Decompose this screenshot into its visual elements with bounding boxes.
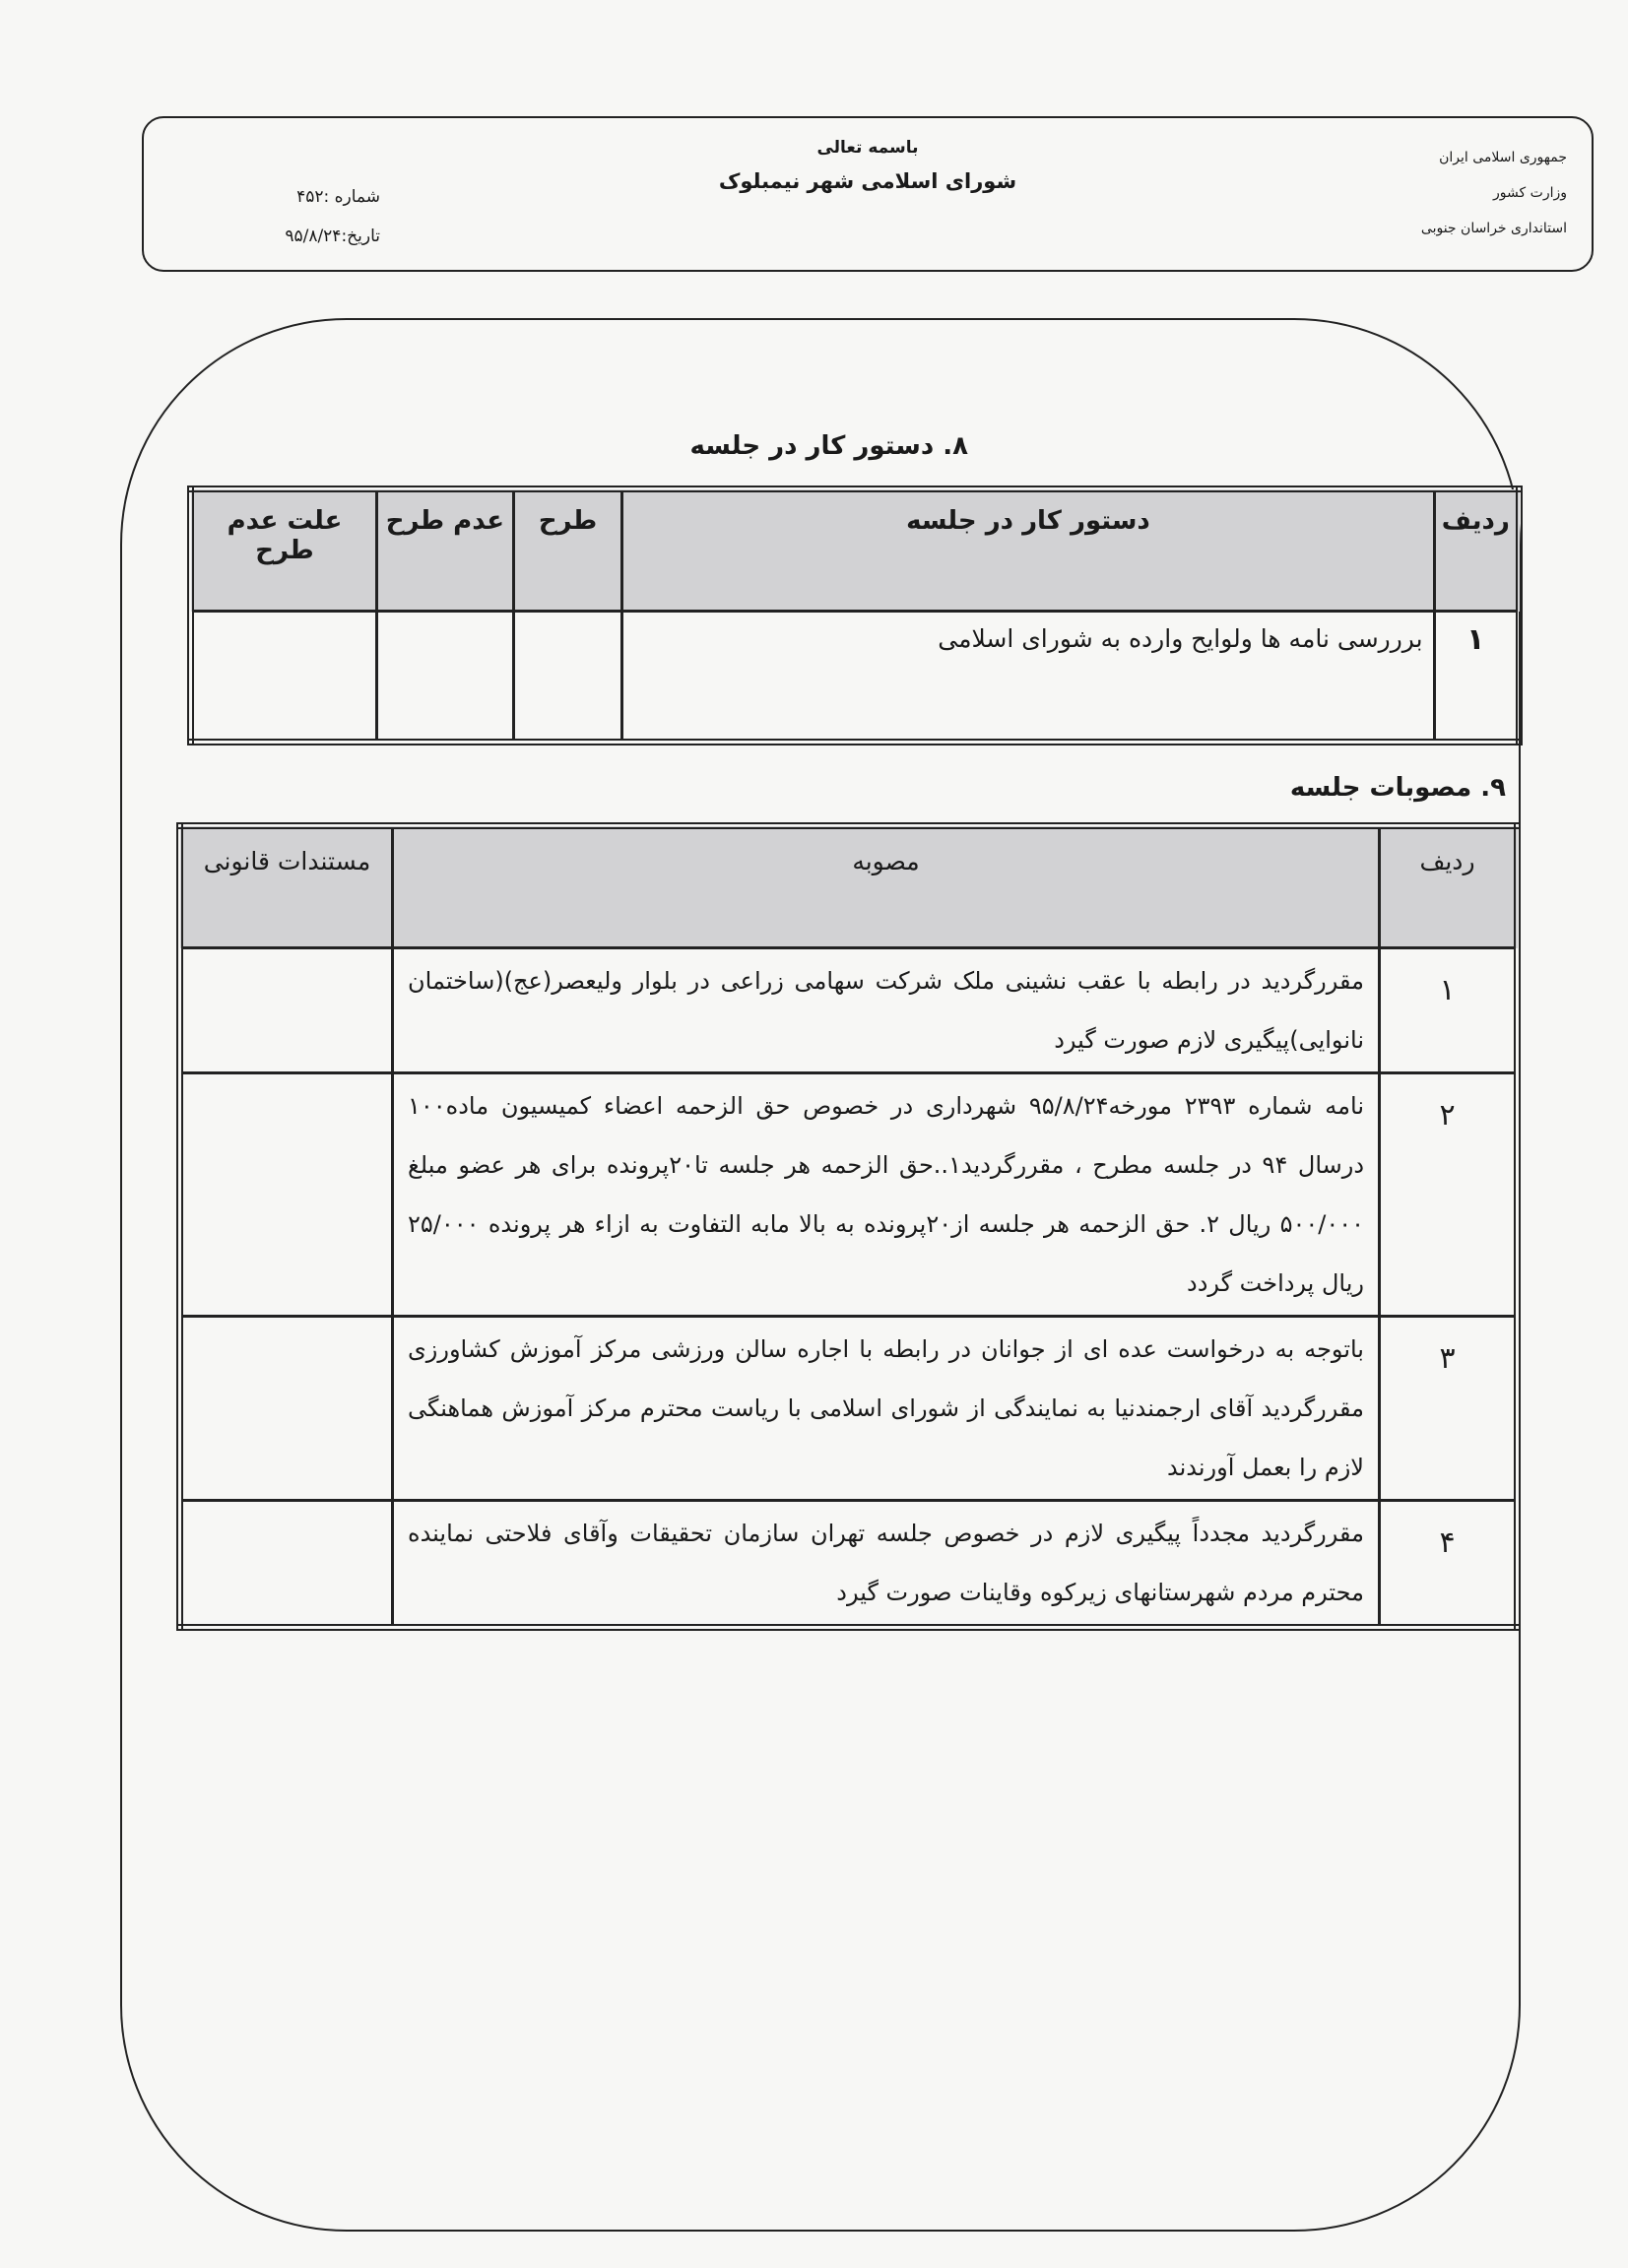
reason-cell: [191, 612, 377, 743]
not-raised-cell: [377, 612, 514, 743]
col-header-row-number: ردیف: [1434, 489, 1519, 612]
table-row: [180, 1317, 1518, 1501]
resolution-text: مقررگردید مجدداً پیگیری لازم در خصوص جلسه تهران سازمان تحقیقات وآقای فلاحتی نماینده محترم مردم شهرستانهای زیرکوه وقاینات صورت گیرد: [393, 1501, 1380, 1628]
agenda-item: برررسی نامه ها ولوایح وارده به شورای اسلامی: [622, 612, 1434, 743]
col-header-not-raised: عدم طرح: [377, 489, 514, 612]
row-number: ۲: [1380, 1073, 1518, 1317]
council-name: شورای اسلامی شهر نیمبلوک: [718, 169, 1017, 193]
col-header-agenda: دستور کار در جلسه: [622, 489, 1434, 612]
legal-docs-cell: [180, 1501, 393, 1628]
col-header-row-number: ردیف: [1380, 826, 1518, 948]
row-number: ۴: [1380, 1501, 1518, 1628]
issuer-province: استانداری خراسان جنوبی: [1420, 221, 1567, 236]
table-row: [191, 612, 1520, 743]
resolution-text: نامه شماره ۲۳۹۳ مورخه۹۵/۸/۲۴ شهرداری در خصوص حق الزحمه اعضاء کمیسیون ماده۱۰۰ درسال ۹۴ در جلسه مطرح ، مقررگردید۱..حق الزحمه هر جلسه تا۲۰پرونده برای هر عضو مبلغ ۵۰۰/۰۰۰ ریال ۲. حق الزحمه هر جلسه از۲۰پرونده به بالا مابه التفاوت به ازاء هر پرونده ۲۵/۰۰۰ ریال پرداخت گردد: [393, 1073, 1380, 1317]
raised-cell: [513, 612, 622, 743]
col-header-resolution: مصوبه: [393, 826, 1380, 948]
col-header-legal-docs: مستندات قانونی: [180, 826, 393, 948]
legal-docs-cell: [180, 1317, 393, 1501]
resolution-text: باتوجه به درخواست عده ای از جوانان در رابطه با اجاره سالن ورزشی مرکز آموزش کشاورزی مقررگردید آقای ارجمندنیا به نمایندگی از شورای اسلامی با ریاست محترم مرکز آموزش هماهنگی لازم را بعمل آورندند: [393, 1317, 1380, 1501]
legal-docs-cell: [180, 1073, 393, 1317]
reference-block: [183, 177, 380, 256]
agenda-table: [187, 486, 1523, 745]
col-header-reason: علت عدم طرح: [191, 489, 377, 612]
table-row: [180, 1501, 1518, 1628]
invocation: باسمه تعالی: [816, 138, 919, 158]
row-number: ۱: [1434, 612, 1519, 743]
section9-title: ۹. مصوبات جلسه: [1289, 773, 1506, 803]
resolutions-table: [176, 822, 1521, 1631]
section8-title: ۸. دستور کار در جلسه: [689, 431, 968, 461]
letterhead: [142, 116, 1594, 272]
row-number: ۱: [1380, 948, 1518, 1073]
table-row: [180, 948, 1518, 1073]
col-header-raised: طرح: [513, 489, 622, 612]
resolutions-header-row: [180, 826, 1518, 948]
letter-date: تاریخ:۹۵/۸/۲۴: [285, 227, 380, 246]
legal-docs-cell: [180, 948, 393, 1073]
agenda-header-row: [191, 489, 1520, 612]
letter-number: شماره :۴۵۲: [296, 187, 380, 207]
issuer-country: جمهوری اسلامی ایران: [1439, 150, 1567, 165]
issuer-ministry: وزارت کشور: [1493, 185, 1567, 201]
row-number: ۳: [1380, 1317, 1518, 1501]
resolution-text: مقررگردید در رابطه با عقب نشینی ملک شرکت سهامی زراعی در بلوار ولیعصر(عج)(ساختمان نانوایی)پیگیری لازم صورت گیرد: [393, 948, 1380, 1073]
table-row: [180, 1073, 1518, 1317]
